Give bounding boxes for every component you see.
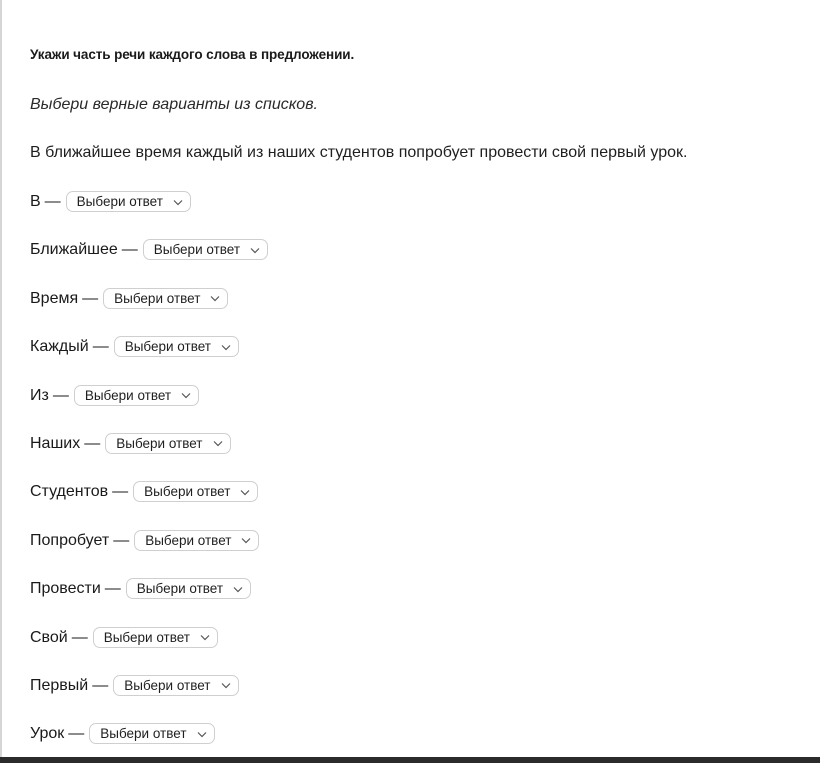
chevron-down-icon <box>180 389 192 401</box>
part-of-speech-select[interactable] <box>105 433 230 454</box>
part-of-speech-select[interactable] <box>134 530 259 551</box>
answer-row <box>30 575 268 623</box>
part-of-speech-select[interactable] <box>89 723 214 744</box>
answer-row <box>30 236 268 284</box>
task-title: Укажи часть речи каждого слова в предложении. <box>30 47 355 62</box>
answer-row <box>30 672 268 720</box>
left-border <box>0 0 2 757</box>
answer-rows <box>30 188 268 769</box>
row-dash: — <box>82 289 99 307</box>
chevron-down-icon <box>212 437 224 449</box>
row-word: Из <box>30 386 49 404</box>
answer-row <box>30 527 268 575</box>
row-dash: — <box>92 338 109 356</box>
row-dash: — <box>84 434 101 452</box>
row-dash: — <box>92 676 109 694</box>
task-hint: Выбери верные варианты из списков. <box>30 96 318 113</box>
row-dash: — <box>112 483 129 501</box>
row-word: В <box>30 193 41 210</box>
select-value: Выбери ответ <box>76 194 163 209</box>
row-word: Студентов <box>30 483 109 501</box>
select-value: Выбери ответ <box>84 387 172 403</box>
chevron-down-icon <box>220 679 232 691</box>
row-word: Попробует <box>30 531 110 549</box>
row-word: Каждый <box>30 338 89 356</box>
select-value: Выбери ответ <box>124 339 211 355</box>
row-word: Первый <box>30 676 89 694</box>
chevron-down-icon <box>240 534 252 546</box>
part-of-speech-select[interactable] <box>93 627 218 648</box>
select-value: Выбери ответ <box>100 726 187 742</box>
row-dash: — <box>104 580 121 598</box>
part-of-speech-select[interactable] <box>126 578 251 599</box>
row-dash: — <box>68 725 85 743</box>
select-value: Выбери ответ <box>124 677 211 693</box>
answer-row <box>30 333 268 381</box>
answer-row <box>30 188 268 236</box>
row-word: Наших <box>30 434 81 452</box>
chevron-down-icon <box>239 486 251 498</box>
select-value: Выбери ответ <box>153 242 241 258</box>
row-dash: — <box>44 193 61 210</box>
part-of-speech-select[interactable] <box>114 336 239 357</box>
chevron-down-icon <box>232 583 244 595</box>
row-dash: — <box>71 628 88 646</box>
row-word: Время <box>30 289 79 307</box>
chevron-down-icon <box>220 341 232 353</box>
select-value: Выбери ответ <box>114 290 201 306</box>
row-word: Урок <box>30 725 65 743</box>
chevron-down-icon <box>199 631 211 643</box>
chevron-down-icon <box>172 196 184 208</box>
chevron-down-icon <box>196 728 208 740</box>
select-value: Выбери ответ <box>144 484 231 500</box>
part-of-speech-select[interactable] <box>143 239 268 260</box>
chevron-down-icon <box>209 292 221 304</box>
row-dash: — <box>121 241 138 259</box>
row-word: Свой <box>30 628 68 646</box>
part-of-speech-select[interactable] <box>113 675 238 696</box>
answer-row <box>30 478 268 526</box>
row-word: Ближайшее <box>30 241 118 259</box>
select-value: Выбери ответ <box>116 435 203 451</box>
answer-row <box>30 430 268 478</box>
chevron-down-icon <box>249 244 261 256</box>
answer-row <box>30 624 268 672</box>
select-value: Выбери ответ <box>145 532 232 548</box>
row-dash: — <box>52 386 69 404</box>
answer-row <box>30 285 268 333</box>
select-value: Выбери ответ <box>103 629 190 645</box>
bottom-bar <box>0 757 820 763</box>
part-of-speech-select[interactable] <box>66 191 191 212</box>
select-value: Выбери ответ <box>136 581 224 597</box>
part-of-speech-select[interactable] <box>103 288 228 309</box>
task-sentence: В ближайшее время каждый из наших студентов попробует провести свой первый урок. <box>30 144 688 161</box>
part-of-speech-select[interactable] <box>133 481 258 502</box>
part-of-speech-select[interactable] <box>74 385 199 406</box>
answer-row <box>30 382 268 430</box>
row-dash: — <box>113 531 130 549</box>
row-word: Провести <box>30 580 101 598</box>
